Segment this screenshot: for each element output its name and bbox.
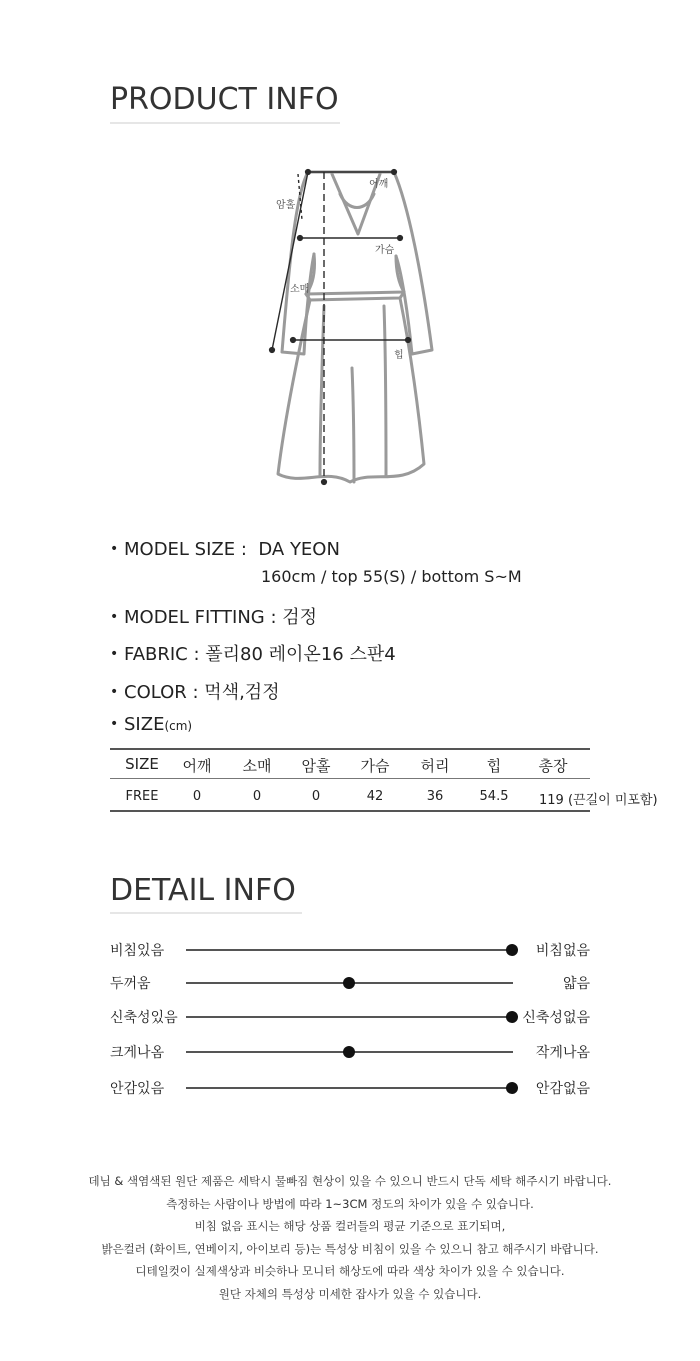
note-line: 데님 & 색염색된 원단 제품은 세탁시 물빠짐 현상이 있을 수 있으니 반드시 단독 세탁 해주시기 바랍니다. xyxy=(88,1174,612,1188)
bullet-icon: • xyxy=(110,541,119,557)
spec-color xyxy=(110,678,280,704)
spec-size xyxy=(110,714,192,735)
diagram-label-shoulder: 어깨 xyxy=(369,179,389,190)
scale-right-label: 신축성없음 xyxy=(522,1010,590,1026)
scale-left-label: 크게나옴 xyxy=(110,1045,165,1061)
scale-right-label: 비침없음 xyxy=(535,943,590,959)
note-line: 디테일컷이 실제색상과 비슷하나 모니터 해상도에 따라 색상 차이가 있을 수 있습니다. xyxy=(135,1264,565,1278)
table-header-rule xyxy=(110,778,590,779)
table-value-cell: 0 xyxy=(192,789,202,804)
spec-fabric xyxy=(110,640,396,666)
scale-track xyxy=(186,1087,513,1089)
size-unit: (cm) xyxy=(164,719,193,733)
table-header-cell: 어깨 xyxy=(182,757,212,775)
table-value-cell: 0 xyxy=(311,789,321,804)
table-header-cell: 허리 xyxy=(420,757,450,775)
diagram-label-armhole: 암홀 xyxy=(276,200,296,211)
fabric-text: FABRIC : 폴리80 레이온16 스판4 xyxy=(124,644,396,665)
detail-info-title: DETAIL INFO xyxy=(110,873,296,908)
scale-right-label: 작게나옴 xyxy=(535,1045,590,1061)
scale-left-label: 비침있음 xyxy=(110,943,165,959)
scale-marker xyxy=(506,944,518,956)
table-header-cell: 가슴 xyxy=(360,757,390,775)
scale-track xyxy=(186,1016,513,1018)
size-label: SIZE xyxy=(124,714,165,735)
detail-info-underline xyxy=(110,912,302,914)
garment-diagram xyxy=(262,164,442,494)
scale-marker xyxy=(343,1046,355,1058)
table-header-cell: 총장 xyxy=(538,757,568,775)
care-notes xyxy=(0,1170,700,1305)
note-line: 밝은컬러 (화이트, 연베이지, 아이보리 등)는 특성상 비침이 있을 수 있으니 참고 해주시기 바랍니다. xyxy=(101,1241,599,1256)
table-value-cell: 36 xyxy=(426,789,444,804)
table-value-cell: FREE xyxy=(125,789,159,804)
table-header-cell: 소매 xyxy=(242,757,272,775)
spec-model-fitting xyxy=(110,603,317,629)
table-value-cell: 0 xyxy=(252,789,262,804)
note-line: 측정하는 사람이나 방법에 따라 1~3CM 정도의 차이가 있을 수 있습니다. xyxy=(166,1196,534,1211)
table-header-cell: 암홀 xyxy=(301,757,331,775)
scale-right-label: 안감없음 xyxy=(535,1081,590,1097)
scale-right-label: 얇음 xyxy=(562,976,590,992)
scale-marker xyxy=(343,977,355,989)
scale-left-label: 안감있음 xyxy=(110,1081,165,1097)
table-header-cell: SIZE xyxy=(125,755,159,773)
table-value-cell: 119 (끈길이 미포함) xyxy=(539,793,658,808)
bullet-icon: • xyxy=(110,684,119,700)
bullet-icon: • xyxy=(110,609,119,625)
product-info-underline xyxy=(110,122,340,124)
scale-marker xyxy=(506,1082,518,1094)
table-bottom-rule xyxy=(110,810,590,812)
model-size-name: DA YEON xyxy=(258,539,340,560)
table-header-cell: 힙 xyxy=(486,757,502,775)
scale-left-label: 신축성있음 xyxy=(110,1010,178,1026)
dress-sketch-icon xyxy=(262,164,442,494)
bullet-icon: • xyxy=(110,646,119,662)
spec-model-size xyxy=(110,539,340,560)
table-top-rule xyxy=(110,748,590,750)
note-line: 원단 자체의 특성상 미세한 잡사가 있을 수 있습니다. xyxy=(218,1286,482,1301)
color-text: COLOR : 먹색,검정 xyxy=(124,682,280,703)
model-size-label: MODEL SIZE : xyxy=(124,539,247,560)
model-size-detail: 160cm / top 55(S) / bottom S~M xyxy=(261,567,522,586)
diagram-label-sleeve: 소매 xyxy=(290,284,310,295)
bullet-icon: • xyxy=(110,716,119,732)
scale-left-label: 두꺼움 xyxy=(110,976,151,992)
diagram-label-hip: 힙 xyxy=(394,350,404,361)
product-info-title: PRODUCT INFO xyxy=(110,82,339,117)
scale-track xyxy=(186,949,513,951)
model-fitting-text: MODEL FITTING : 검정 xyxy=(124,607,318,628)
note-line: 비침 없음 표시는 해당 상품 컬러들의 평균 기준으로 표기되며, xyxy=(194,1219,506,1233)
diagram-label-chest: 가슴 xyxy=(375,245,395,256)
table-value-cell: 54.5 xyxy=(479,789,509,804)
scale-marker xyxy=(506,1011,518,1023)
table-value-cell: 42 xyxy=(366,789,384,804)
